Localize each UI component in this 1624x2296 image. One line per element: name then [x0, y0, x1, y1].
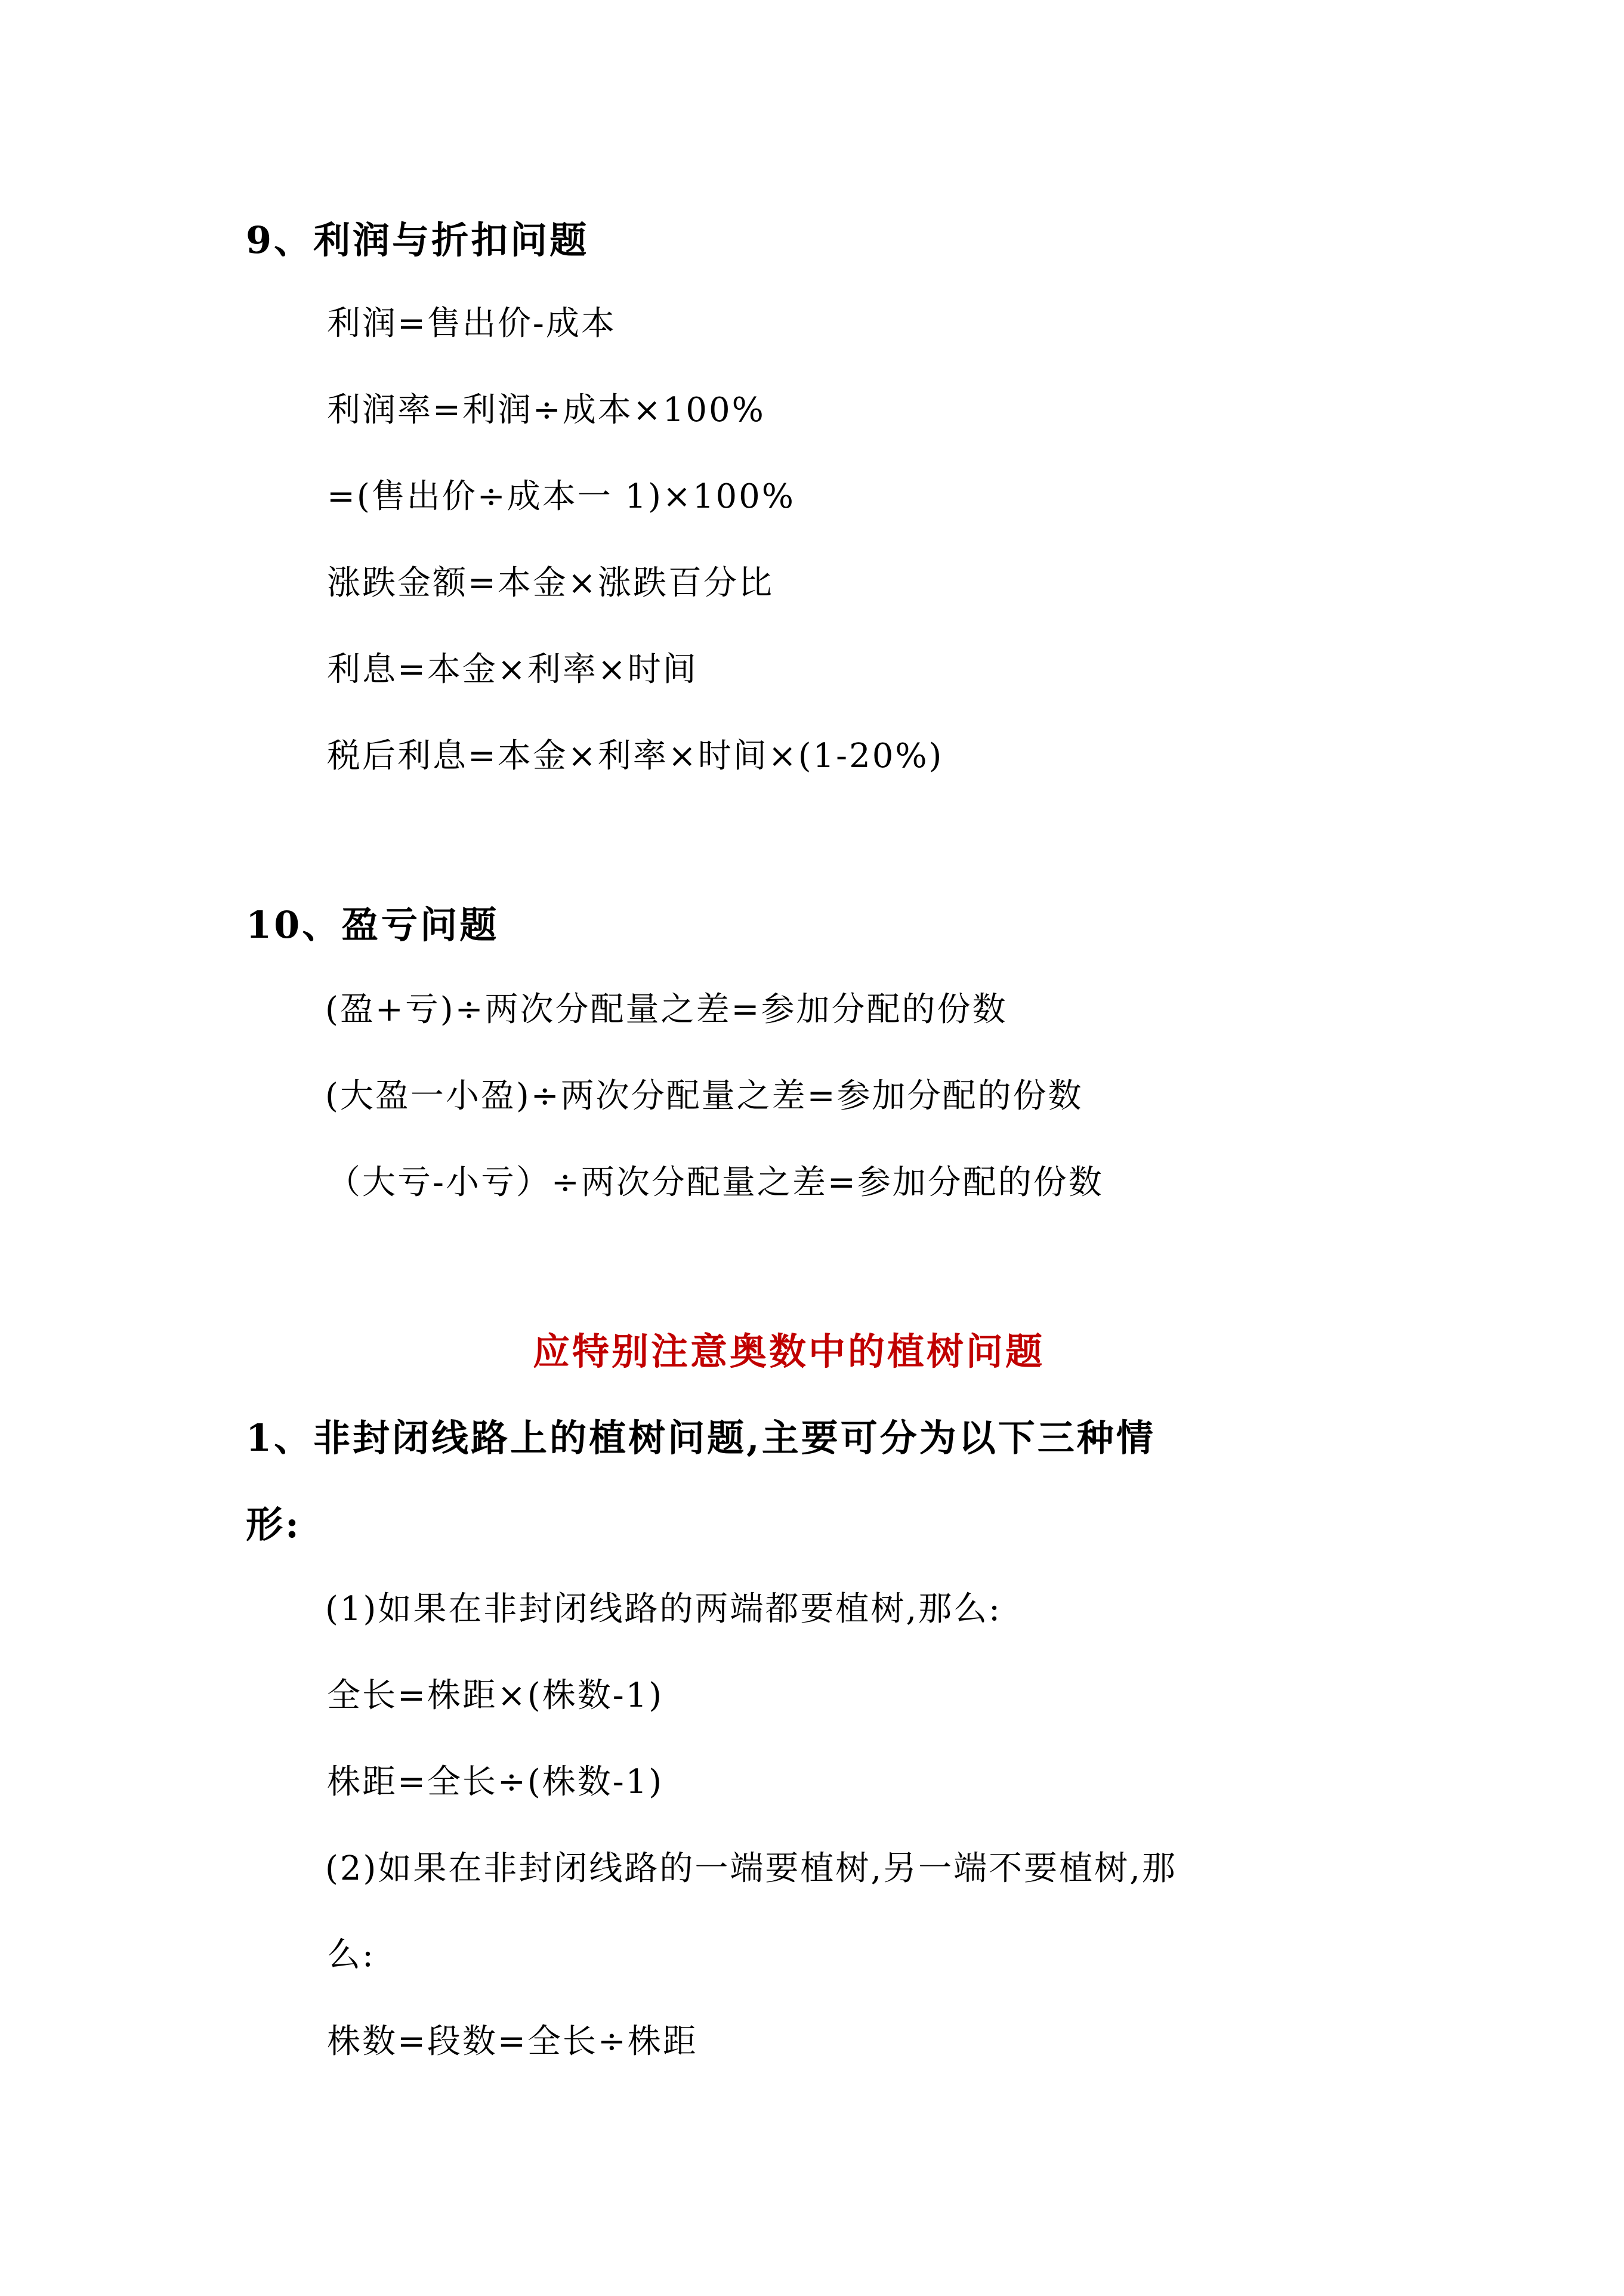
formula-tree-count: 株数=段数=全长÷株距	[327, 2022, 698, 2061]
formula-after-tax-interest: 税后利息=本金×利率×时间×(1-20%)	[327, 737, 944, 775]
formula-profit-rate: 利润率=利润÷成本×100%	[327, 391, 765, 429]
case-2-intro-line2: 么:	[327, 1936, 375, 1974]
section-10-heading: 10、盈亏问题	[246, 903, 499, 947]
formula-spacing: 株距=全长÷(株数-1)	[327, 1763, 664, 1801]
formula-surplus-deficit: (盈+亏)÷两次分配量之差=参加分配的份数	[325, 990, 1008, 1029]
formula-surplus-surplus: (大盈一小盈)÷两次分配量之差=参加分配的份数	[325, 1077, 1083, 1115]
formula-change-amount: 涨跌金额=本金×涨跌百分比	[327, 564, 774, 602]
formula-deficit-deficit: （大亏-小亏）÷两次分配量之差=参加分配的份数	[327, 1163, 1104, 1202]
tree-planting-heading-line1: 1、非封闭线路上的植树问题,主要可分为以下三种情	[246, 1416, 1156, 1460]
formula-total-length: 全长=株距×(株数-1)	[327, 1676, 664, 1715]
formula-profit-rate-alt: =(售出价÷成本一 1)×100%	[327, 477, 795, 516]
formula-profit: 利润=售出价-成本	[327, 304, 616, 343]
section-9-heading: 9、利润与折扣问题	[246, 218, 589, 262]
tree-planting-title: 应特别注意奥数中的植树问题	[533, 1330, 1045, 1373]
formula-interest: 利息=本金×利率×时间	[327, 650, 698, 689]
case-1-intro: (1)如果在非封闭线路的两端都要植树,那么:	[325, 1590, 1002, 1628]
case-2-intro-line1: (2)如果在非封闭线路的一端要植树,另一端不要植树,那	[325, 1849, 1177, 1888]
tree-planting-heading-line2: 形:	[246, 1503, 301, 1546]
